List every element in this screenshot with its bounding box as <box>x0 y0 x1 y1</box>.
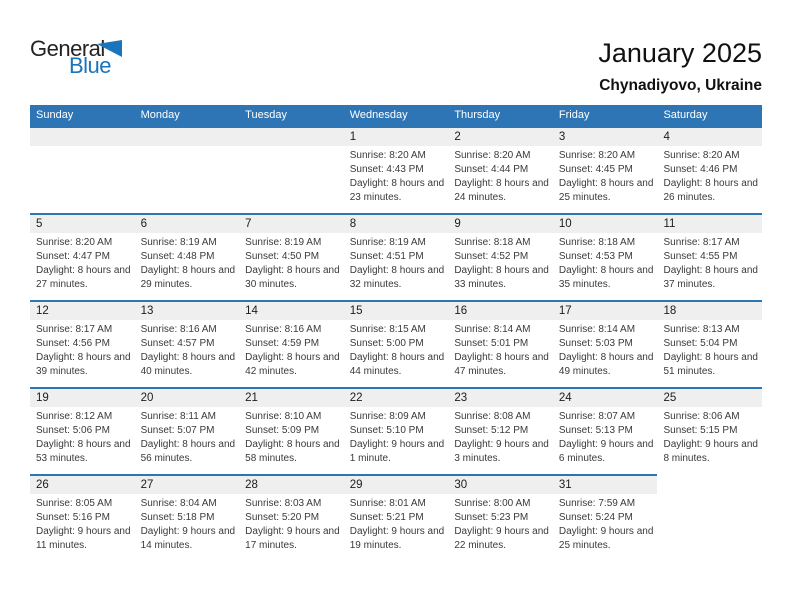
day-number: 6 <box>135 215 240 233</box>
day-cell-21 <box>239 387 344 474</box>
day-cell-4 <box>657 126 762 213</box>
sunrise-text: Sunrise: 8:17 AM <box>36 324 113 335</box>
day-number: 19 <box>30 389 135 407</box>
sunset-text: Sunset: 5:12 PM <box>454 425 529 436</box>
day-cell-empty <box>135 126 240 213</box>
sunrise-text: Sunrise: 8:00 AM <box>454 498 531 509</box>
day-number <box>30 128 135 146</box>
day-number: 31 <box>553 476 658 494</box>
day-details <box>30 233 135 292</box>
sunset-text: Sunset: 5:15 PM <box>663 425 738 436</box>
daylight-text: Daylight: 8 hours and 30 minutes. <box>245 265 340 290</box>
day-cell-18 <box>657 300 762 387</box>
day-details <box>239 233 344 292</box>
day-number: 5 <box>30 215 135 233</box>
day-details <box>239 494 344 553</box>
day-number: 2 <box>448 128 553 146</box>
day-cell-9 <box>448 213 553 300</box>
weekday-header-row <box>30 105 762 126</box>
sunset-text: Sunset: 4:48 PM <box>140 251 215 262</box>
day-details <box>135 407 240 466</box>
day-cell-22 <box>344 387 449 474</box>
day-number: 17 <box>553 302 658 320</box>
sunset-text: Sunset: 5:13 PM <box>558 425 633 436</box>
day-cell-23 <box>448 387 553 474</box>
day-number: 30 <box>448 476 553 494</box>
day-cell-16 <box>448 300 553 387</box>
day-cell-empty <box>30 126 135 213</box>
daylight-text: Daylight: 8 hours and 35 minutes. <box>558 265 654 290</box>
sunrise-text: Sunrise: 8:07 AM <box>558 411 636 422</box>
day-cell-6 <box>135 213 240 300</box>
day-details <box>448 494 553 553</box>
day-cell-17 <box>553 300 658 387</box>
sunset-text: Sunset: 4:47 PM <box>36 251 110 262</box>
daylight-text: Daylight: 8 hours and 51 minutes. <box>663 352 758 377</box>
sunrise-text: Sunrise: 8:11 AM <box>140 411 216 422</box>
day-details <box>30 320 135 379</box>
day-cell-2 <box>448 126 553 213</box>
day-details <box>448 407 553 466</box>
calendar-table <box>30 105 762 561</box>
sunset-text: Sunset: 4:46 PM <box>663 164 738 175</box>
day-details <box>135 320 240 379</box>
day-details <box>448 146 553 205</box>
sunset-text: Sunset: 5:00 PM <box>349 338 424 349</box>
day-number: 11 <box>657 215 762 233</box>
day-details <box>553 494 658 553</box>
week-row <box>30 213 762 300</box>
logo-word-blue: Blue <box>69 53 112 78</box>
day-number: 9 <box>448 215 553 233</box>
daylight-text: Daylight: 8 hours and 26 minutes. <box>663 178 758 203</box>
calendar-weeks <box>30 126 762 561</box>
sunrise-text: Sunrise: 8:18 AM <box>454 237 531 248</box>
sunset-text: Sunset: 4:53 PM <box>558 251 633 262</box>
sunset-text: Sunset: 5:20 PM <box>245 512 320 523</box>
title-block <box>598 38 762 95</box>
sunset-text: Sunset: 5:24 PM <box>558 512 633 523</box>
sunset-text: Sunset: 4:50 PM <box>245 251 320 262</box>
day-details <box>657 320 762 379</box>
daylight-text: Daylight: 9 hours and 3 minutes. <box>454 439 549 464</box>
daylight-text: Daylight: 9 hours and 6 minutes. <box>558 439 654 464</box>
day-cell-30 <box>448 474 553 561</box>
daylight-text: Daylight: 8 hours and 40 minutes. <box>140 352 236 377</box>
sunset-text: Sunset: 4:52 PM <box>454 251 529 262</box>
logo-word-general: General <box>30 36 105 61</box>
day-number: 4 <box>657 128 762 146</box>
sunrise-text: Sunrise: 8:17 AM <box>663 237 740 248</box>
day-number: 29 <box>344 476 449 494</box>
day-cell-27 <box>135 474 240 561</box>
general-blue-logo <box>30 36 160 82</box>
sunset-text: Sunset: 4:57 PM <box>140 338 215 349</box>
sunset-text: Sunset: 5:07 PM <box>140 425 215 436</box>
daylight-text: Daylight: 8 hours and 53 minutes. <box>36 439 131 464</box>
day-cell-12 <box>30 300 135 387</box>
sunrise-text: Sunrise: 8:14 AM <box>454 324 531 335</box>
day-number: 22 <box>344 389 449 407</box>
sunrise-text: Sunrise: 8:10 AM <box>245 411 322 422</box>
daylight-text: Daylight: 9 hours and 14 minutes. <box>140 526 236 551</box>
day-details <box>448 320 553 379</box>
daylight-text: Daylight: 8 hours and 37 minutes. <box>663 265 758 290</box>
sunrise-text: Sunrise: 8:19 AM <box>349 237 426 248</box>
day-details <box>657 407 762 466</box>
day-number: 15 <box>344 302 449 320</box>
day-number: 7 <box>239 215 344 233</box>
sunrise-text: Sunrise: 8:06 AM <box>663 411 740 422</box>
daylight-text: Daylight: 8 hours and 42 minutes. <box>245 352 340 377</box>
daylight-text: Daylight: 8 hours and 56 minutes. <box>140 439 236 464</box>
day-details <box>344 407 449 466</box>
weekday-saturday: Saturday <box>663 109 708 121</box>
sunrise-text: Sunrise: 8:04 AM <box>140 498 217 509</box>
sunrise-text: Sunrise: 8:09 AM <box>349 411 426 422</box>
day-details <box>553 146 658 205</box>
sunset-text: Sunset: 4:59 PM <box>245 338 320 349</box>
day-number: 3 <box>553 128 658 146</box>
day-cell-10 <box>553 213 658 300</box>
sunrise-text: Sunrise: 8:12 AM <box>36 411 113 422</box>
sunset-text: Sunset: 5:04 PM <box>663 338 738 349</box>
sunset-text: Sunset: 5:06 PM <box>36 425 110 436</box>
sunrise-text: Sunrise: 8:03 AM <box>245 498 322 509</box>
daylight-text: Daylight: 8 hours and 24 minutes. <box>454 178 549 203</box>
day-details <box>657 146 762 205</box>
daylight-text: Daylight: 8 hours and 32 minutes. <box>349 265 445 290</box>
day-cell-15 <box>344 300 449 387</box>
daylight-text: Daylight: 8 hours and 27 minutes. <box>36 265 131 290</box>
sunset-text: Sunset: 5:01 PM <box>454 338 529 349</box>
day-number: 10 <box>553 215 658 233</box>
location-subtitle: Chynadiyovo, Ukraine <box>599 77 762 94</box>
sunrise-text: Sunrise: 8:20 AM <box>663 150 740 161</box>
daylight-text: Daylight: 8 hours and 33 minutes. <box>454 265 549 290</box>
day-details <box>344 320 449 379</box>
sunrise-text: Sunrise: 8:20 AM <box>349 150 426 161</box>
day-details <box>239 320 344 379</box>
day-cell-14 <box>239 300 344 387</box>
sunrise-text: Sunrise: 7:59 AM <box>558 498 636 509</box>
day-details <box>344 146 449 205</box>
weekday-thursday: Thursday <box>454 109 501 121</box>
week-row <box>30 126 762 213</box>
sunset-text: Sunset: 5:18 PM <box>140 512 215 523</box>
day-cell-19 <box>30 387 135 474</box>
sunset-text: Sunset: 5:21 PM <box>349 512 424 523</box>
daylight-text: Daylight: 8 hours and 58 minutes. <box>245 439 340 464</box>
day-details <box>448 233 553 292</box>
daylight-text: Daylight: 8 hours and 39 minutes. <box>36 352 131 377</box>
sunrise-text: Sunrise: 8:05 AM <box>36 498 113 509</box>
day-number: 24 <box>553 389 658 407</box>
day-cell-8 <box>344 213 449 300</box>
daylight-text: Daylight: 8 hours and 47 minutes. <box>454 352 549 377</box>
day-cell-3 <box>553 126 658 213</box>
sunrise-text: Sunrise: 8:20 AM <box>36 237 113 248</box>
page-title: January 2025 <box>598 38 762 68</box>
daylight-text: Daylight: 9 hours and 11 minutes. <box>36 526 131 551</box>
sunrise-text: Sunrise: 8:16 AM <box>245 324 322 335</box>
sunset-text: Sunset: 4:55 PM <box>663 251 738 262</box>
week-row <box>30 300 762 387</box>
daylight-text: Daylight: 8 hours and 29 minutes. <box>140 265 236 290</box>
day-number: 27 <box>135 476 240 494</box>
day-details <box>553 407 658 466</box>
sunset-text: Sunset: 4:56 PM <box>36 338 110 349</box>
day-details <box>553 320 658 379</box>
sunrise-text: Sunrise: 8:19 AM <box>140 237 217 248</box>
sunrise-text: Sunrise: 8:01 AM <box>349 498 426 509</box>
day-cell-13 <box>135 300 240 387</box>
day-cell-29 <box>344 474 449 561</box>
sunrise-text: Sunrise: 8:18 AM <box>558 237 636 248</box>
sunrise-text: Sunrise: 8:20 AM <box>558 150 636 161</box>
sunset-text: Sunset: 4:45 PM <box>558 164 633 175</box>
day-number: 28 <box>239 476 344 494</box>
day-details <box>239 407 344 466</box>
sunrise-text: Sunrise: 8:15 AM <box>349 324 426 335</box>
daylight-text: Daylight: 9 hours and 22 minutes. <box>454 526 549 551</box>
sunrise-text: Sunrise: 8:19 AM <box>245 237 322 248</box>
day-cell-20 <box>135 387 240 474</box>
sunset-text: Sunset: 5:09 PM <box>245 425 320 436</box>
sunset-text: Sunset: 5:10 PM <box>349 425 424 436</box>
daylight-text: Daylight: 9 hours and 17 minutes. <box>245 526 340 551</box>
sunset-text: Sunset: 5:03 PM <box>558 338 633 349</box>
day-cell-5 <box>30 213 135 300</box>
sunset-text: Sunset: 4:43 PM <box>349 164 424 175</box>
day-number: 23 <box>448 389 553 407</box>
day-cell-1 <box>344 126 449 213</box>
sunrise-text: Sunrise: 8:13 AM <box>663 324 740 335</box>
day-cell-26 <box>30 474 135 561</box>
daylight-text: Daylight: 8 hours and 44 minutes. <box>349 352 445 377</box>
sunrise-text: Sunrise: 8:08 AM <box>454 411 531 422</box>
day-number: 21 <box>239 389 344 407</box>
day-number: 18 <box>657 302 762 320</box>
daylight-text: Daylight: 9 hours and 1 minute. <box>349 439 445 464</box>
sunrise-text: Sunrise: 8:16 AM <box>140 324 217 335</box>
day-number: 26 <box>30 476 135 494</box>
day-number: 25 <box>657 389 762 407</box>
day-number: 12 <box>30 302 135 320</box>
sunset-text: Sunset: 5:16 PM <box>36 512 110 523</box>
weekday-tuesday: Tuesday <box>245 109 287 121</box>
day-details <box>553 233 658 292</box>
week-row <box>30 387 762 474</box>
day-cell-24 <box>553 387 658 474</box>
day-number: 14 <box>239 302 344 320</box>
day-details <box>30 494 135 553</box>
sunset-text: Sunset: 5:23 PM <box>454 512 529 523</box>
day-details <box>344 494 449 553</box>
day-details <box>135 494 240 553</box>
day-number: 20 <box>135 389 240 407</box>
daylight-text: Daylight: 9 hours and 25 minutes. <box>558 526 654 551</box>
weekday-friday: Friday <box>558 109 590 121</box>
daylight-text: Daylight: 8 hours and 25 minutes. <box>558 178 654 203</box>
day-cell-11 <box>657 213 762 300</box>
weekday-sunday: Sunday <box>36 109 74 121</box>
day-number: 8 <box>344 215 449 233</box>
sunset-text: Sunset: 4:44 PM <box>454 164 529 175</box>
daylight-text: Daylight: 9 hours and 19 minutes. <box>349 526 445 551</box>
weekday-monday: Monday <box>140 109 180 121</box>
day-number <box>239 128 344 146</box>
day-cell-31 <box>553 474 658 561</box>
day-number: 1 <box>344 128 449 146</box>
daylight-text: Daylight: 8 hours and 49 minutes. <box>558 352 654 377</box>
day-cell-25 <box>657 387 762 474</box>
day-details <box>657 233 762 292</box>
day-number <box>135 128 240 146</box>
day-details <box>344 233 449 292</box>
sunrise-text: Sunrise: 8:20 AM <box>454 150 531 161</box>
day-number: 13 <box>135 302 240 320</box>
day-details <box>135 233 240 292</box>
week-row <box>30 474 762 561</box>
day-cell-28 <box>239 474 344 561</box>
day-number: 16 <box>448 302 553 320</box>
weekday-wednesday: Wednesday <box>349 109 408 121</box>
day-cell-empty <box>657 474 762 561</box>
sunrise-text: Sunrise: 8:14 AM <box>558 324 636 335</box>
sunset-text: Sunset: 4:51 PM <box>349 251 424 262</box>
day-details <box>30 407 135 466</box>
daylight-text: Daylight: 8 hours and 23 minutes. <box>349 178 445 203</box>
daylight-text: Daylight: 9 hours and 8 minutes. <box>663 439 758 464</box>
day-cell-7 <box>239 213 344 300</box>
day-cell-empty <box>239 126 344 213</box>
